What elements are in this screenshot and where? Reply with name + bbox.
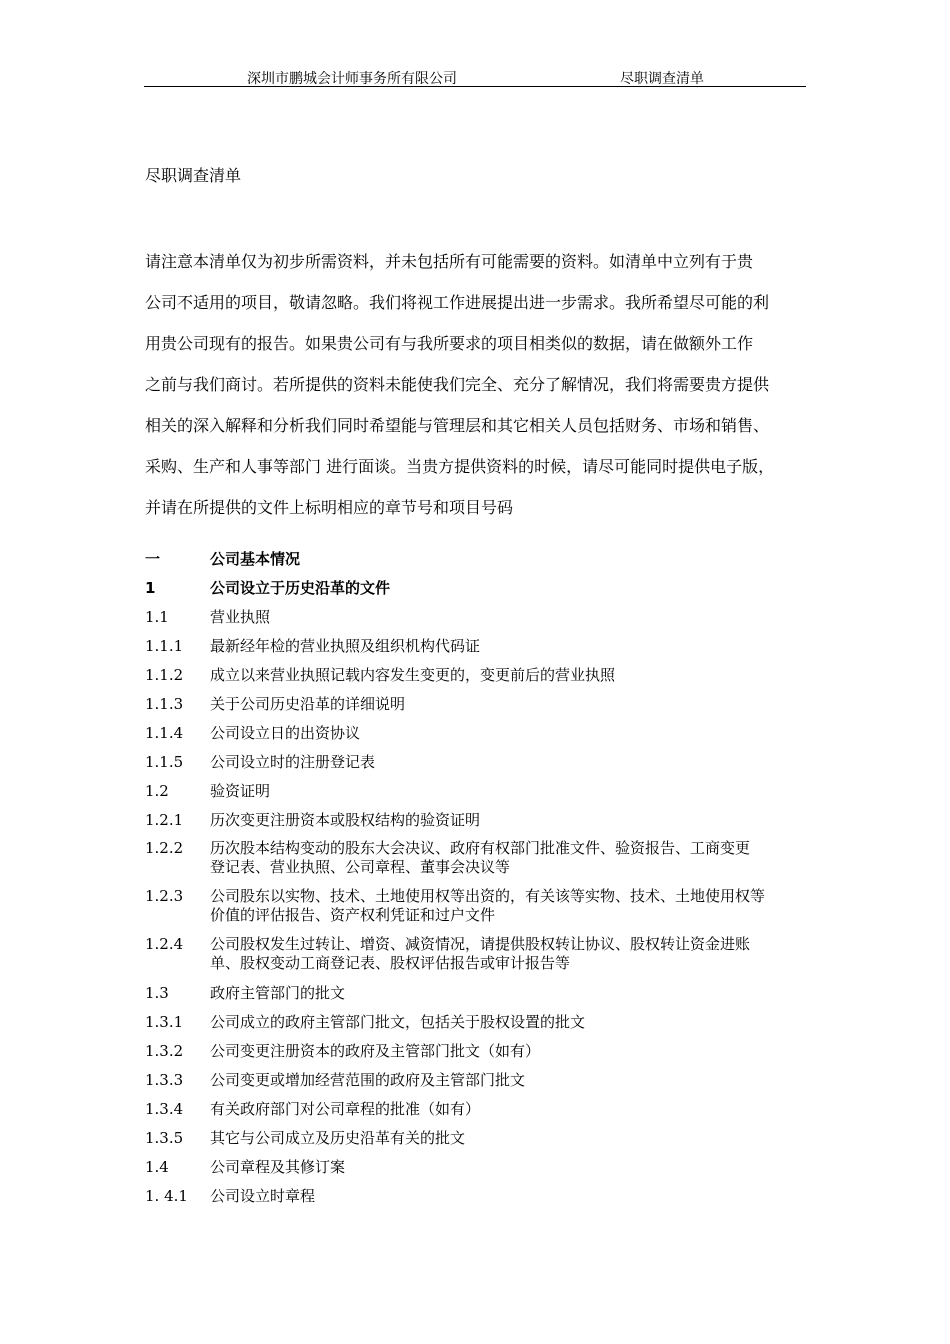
item-text-line: 单、股权变动工商登记表、股权评估报告或审计报告等 — [210, 954, 571, 972]
intro-paragraph — [145, 241, 825, 528]
checklist-item — [145, 1012, 815, 1041]
item-text-line: 登记表、营业执照、公司章程、董事会决议等 — [210, 858, 511, 876]
intro-line: 用贵公司现有的报告。如果贵公司有与我所要求的项目相类似的数据，请在做额外工作 — [145, 334, 754, 353]
item-text: 公司章程及其修订案 — [210, 1158, 346, 1176]
checklist-item — [145, 839, 815, 887]
item-text-line: 公司股东以实物、技术、土地使用权等出资的，有关该等实物、技术、土地使用权等 — [210, 887, 766, 905]
item-number: 1.3.3 — [145, 1071, 184, 1089]
item-text: 公司变更注册资本的政府及主管部门批文（如有） — [210, 1042, 541, 1060]
item-text: 最新经年检的营业执照及组织机构代码证 — [210, 637, 481, 655]
item-number: 1.2 — [145, 782, 169, 800]
item-text: 公司设立时章程 — [210, 1187, 316, 1205]
item-text: 公司设立日的出资协议 — [210, 724, 361, 742]
checklist-item — [145, 665, 815, 694]
header-doc-title: 尽职调查清单 — [620, 71, 704, 87]
item-number: 1 — [145, 579, 156, 597]
item-text: 公司成立的政府主管部门批文，包括关于股权设置的批文 — [210, 1013, 586, 1031]
checklist-item — [145, 1157, 815, 1186]
item-number: 1.3.4 — [145, 1100, 184, 1118]
checklist — [145, 549, 815, 1215]
item-number: 1.1.4 — [145, 724, 184, 742]
checklist-item — [145, 810, 815, 839]
item-number: 1.1.1 — [145, 637, 184, 655]
checklist-item — [145, 935, 815, 983]
checklist-item — [145, 694, 815, 723]
intro-line: 采购、生产和人事等部门 进行面谈。当贵方提供资料的时候，请尽可能同时提供电子版， — [145, 457, 775, 476]
item-number: 1.2.1 — [145, 811, 184, 829]
item-number: 1.1 — [145, 608, 169, 626]
item-text-line: 公司股权发生过转让、增资、减资情况，请提供股权转让协议、股权转让资金进账 — [210, 935, 751, 953]
item-text-line: 价值的评估报告、资产权利凭证和过户文件 — [210, 906, 496, 924]
header-org-name: 深圳市鹏城会计师事务所有限公司 — [247, 71, 457, 87]
item-text: 营业执照 — [210, 608, 271, 626]
intro-line: 请注意本清单仅为初步所需资料，并未包括所有可能需要的资料。如清单中立列有于贵 — [145, 252, 754, 271]
checklist-item — [145, 752, 815, 781]
item-text: 历次变更注册资本或股权结构的验资证明 — [210, 811, 481, 829]
item-text: 公司设立于历史沿革的文件 — [210, 579, 391, 597]
checklist-item — [145, 887, 815, 935]
checklist-item — [145, 578, 815, 607]
item-text: 成立以来营业执照记载内容发生变更的，变更前后的营业执照 — [210, 666, 616, 684]
intro-line: 之前与我们商讨。若所提供的资料未能使我们完全、充分了解情况，我们将需要贵方提供 — [145, 375, 770, 394]
item-text: 其它与公司成立及历史沿革有关的批文 — [210, 1129, 466, 1147]
item-text: 政府主管部门的批文 — [210, 984, 346, 1002]
page-header — [144, 64, 806, 87]
checklist-item — [145, 636, 815, 665]
checklist-item — [145, 983, 815, 1012]
checklist-item — [145, 1128, 815, 1157]
item-number: 1. 4.1 — [145, 1187, 188, 1205]
item-number: 1.3.1 — [145, 1013, 184, 1031]
item-text: 关于公司历史沿革的详细说明 — [210, 695, 406, 713]
item-text: 公司变更或增加经营范围的政府及主管部门批文 — [210, 1071, 526, 1089]
item-text — [210, 935, 815, 983]
checklist-item — [145, 723, 815, 752]
item-text-line: 历次股本结构变动的股东大会决议、政府有权部门批准文件、验资报告、工商变更 — [210, 839, 751, 857]
item-text — [210, 887, 815, 935]
item-number: 1.1.2 — [145, 666, 184, 684]
intro-line: 相关的深入解释和分析我们同时希望能与管理层和其它相关人员包括财务、市场和销售、 — [145, 416, 770, 435]
item-number: 1.3 — [145, 984, 169, 1002]
item-number: 1.2.3 — [145, 887, 184, 905]
item-number: 1.1.5 — [145, 753, 184, 771]
item-number: 1.3.5 — [145, 1129, 184, 1147]
checklist-item — [145, 549, 815, 578]
checklist-item — [145, 1070, 815, 1099]
item-text: 公司基本情况 — [210, 550, 301, 568]
item-number: 1.2.2 — [145, 839, 184, 857]
item-number: 1.4 — [145, 1158, 169, 1176]
checklist-item — [145, 1041, 815, 1070]
document-title: 尽职调查清单 — [145, 166, 242, 185]
checklist-item — [145, 781, 815, 810]
intro-line: 公司不适用的项目，敬请忽略。我们将视工作进展提出进一步需求。我所希望尽可能的利 — [145, 293, 770, 312]
item-text: 验资证明 — [210, 782, 271, 800]
item-number: 1.3.2 — [145, 1042, 184, 1060]
item-text: 有关政府部门对公司章程的批准（如有） — [210, 1100, 481, 1118]
checklist-item — [145, 1186, 815, 1215]
checklist-item — [145, 1099, 815, 1128]
item-number: 一 — [145, 550, 161, 568]
item-number: 1.2.4 — [145, 935, 184, 953]
intro-line: 并请在所提供的文件上标明相应的章节号和项目号码 — [145, 498, 514, 517]
item-number: 1.1.3 — [145, 695, 184, 713]
item-text: 公司设立时的注册登记表 — [210, 753, 376, 771]
checklist-item — [145, 607, 815, 636]
item-text — [210, 839, 815, 887]
